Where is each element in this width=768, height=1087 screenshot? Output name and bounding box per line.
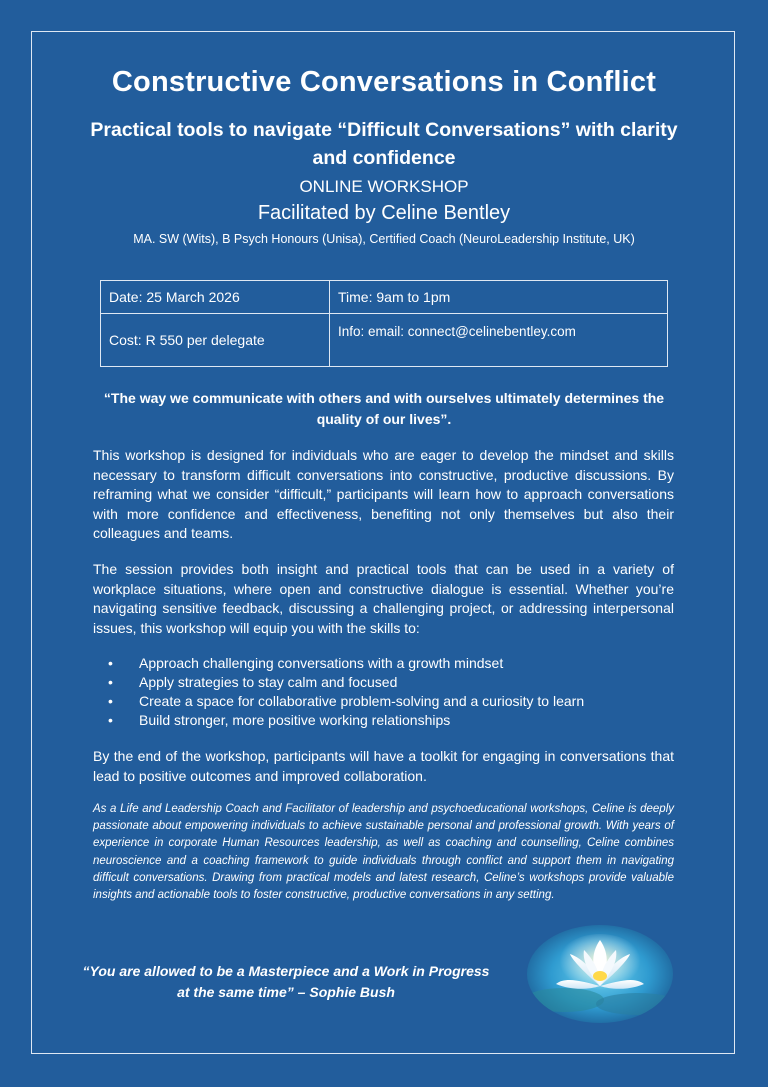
time-cell: Time: 9am to 1pm	[330, 281, 668, 314]
list-item-text: Create a space for collaborative problem-solving and a curiosity to learn	[139, 693, 585, 709]
list-item	[108, 654, 584, 673]
skills-list	[108, 654, 584, 730]
closing-quote	[66, 961, 506, 1003]
date-cell: Date: 25 March 2026	[101, 281, 330, 314]
closing-quote-line-1: “You are allowed to be a Masterpiece and a Work in Progress	[82, 963, 490, 979]
feature-quote: “The way we communicate with others and with ourselves ultimately determines the quality of our lives”.	[103, 390, 665, 427]
list-item-text: Apply strategies to stay calm and focused	[139, 674, 398, 690]
outcome-paragraph: By the end of the workshop, participants will have a toolkit for engaging in conversations that lead to positive outcomes and improved collaboration.	[93, 748, 674, 784]
list-item	[108, 711, 584, 730]
closing-quote-line-2: at the same time” – Sophie Bush	[177, 984, 395, 1000]
cost-cell: Cost: R 550 per delegate	[101, 314, 330, 367]
facilitator-bio: As a Life and Leadership Coach and Facilitator of leadership and psychoeducational workshops, Celine is deeply passionate about empowering individuals to achieve sustainable personal and professional growth. With years of experience in corporate Human Resources leadership, as well as coaching and counselling, Celine combines neuroscience and a coaching framework to guide individuals through conflict and support them in navigating difficult conversations. Drawing from practical models and latest research, Celine’s workshops provide valuable insights and actionable tools to foster constructive, productive conversations in any setting.	[93, 803, 674, 902]
intro-paragraph: This workshop is designed for individuals who are eager to develop the mindset and skills necessary to transform difficult conversations into constructive, productive discussions. By reframing what we consider “difficult,” participants will learn how to approach conversations with more confidence and effectiveness, benefiting not only themselves but also their colleagues and teams.	[93, 447, 674, 541]
bullet-icon: •	[108, 674, 113, 690]
list-item	[108, 692, 584, 711]
list-item-text: Approach challenging conversations with a growth mindset	[139, 655, 504, 671]
list-item	[108, 673, 584, 692]
facilitator-name: Facilitated by Celine Bentley	[257, 202, 511, 224]
workshop-format: ONLINE WORKSHOP	[299, 177, 469, 196]
bullet-icon: •	[108, 693, 113, 709]
lotus-flower-icon	[526, 924, 674, 1024]
list-item-text: Build stronger, more positive working relationships	[139, 712, 451, 728]
details-table	[100, 280, 668, 367]
session-paragraph: The session provides both insight and practical tools that can be used in a variety of workplace situations, where open and constructive dialogue is essential. Whether you’re navigating sensitive feedback, discussing a challenging project, or addressing interpersonal issues, this workshop will equip you with the skills to:	[93, 561, 674, 636]
page-title: Constructive Conversations in Conflict	[111, 66, 657, 98]
facilitator-credentials: MA. SW (Wits), B Psych Honours (Unisa), Certified Coach (NeuroLeadership Institute, UK)	[133, 232, 635, 246]
info-cell[interactable]: Info: email: connect@celinebentley.com	[330, 314, 668, 367]
bullet-icon: •	[108, 712, 113, 728]
bullet-icon: •	[108, 655, 113, 671]
page-subtitle: Practical tools to navigate “Difficult Conversations” with clarity and confidence	[90, 119, 678, 169]
